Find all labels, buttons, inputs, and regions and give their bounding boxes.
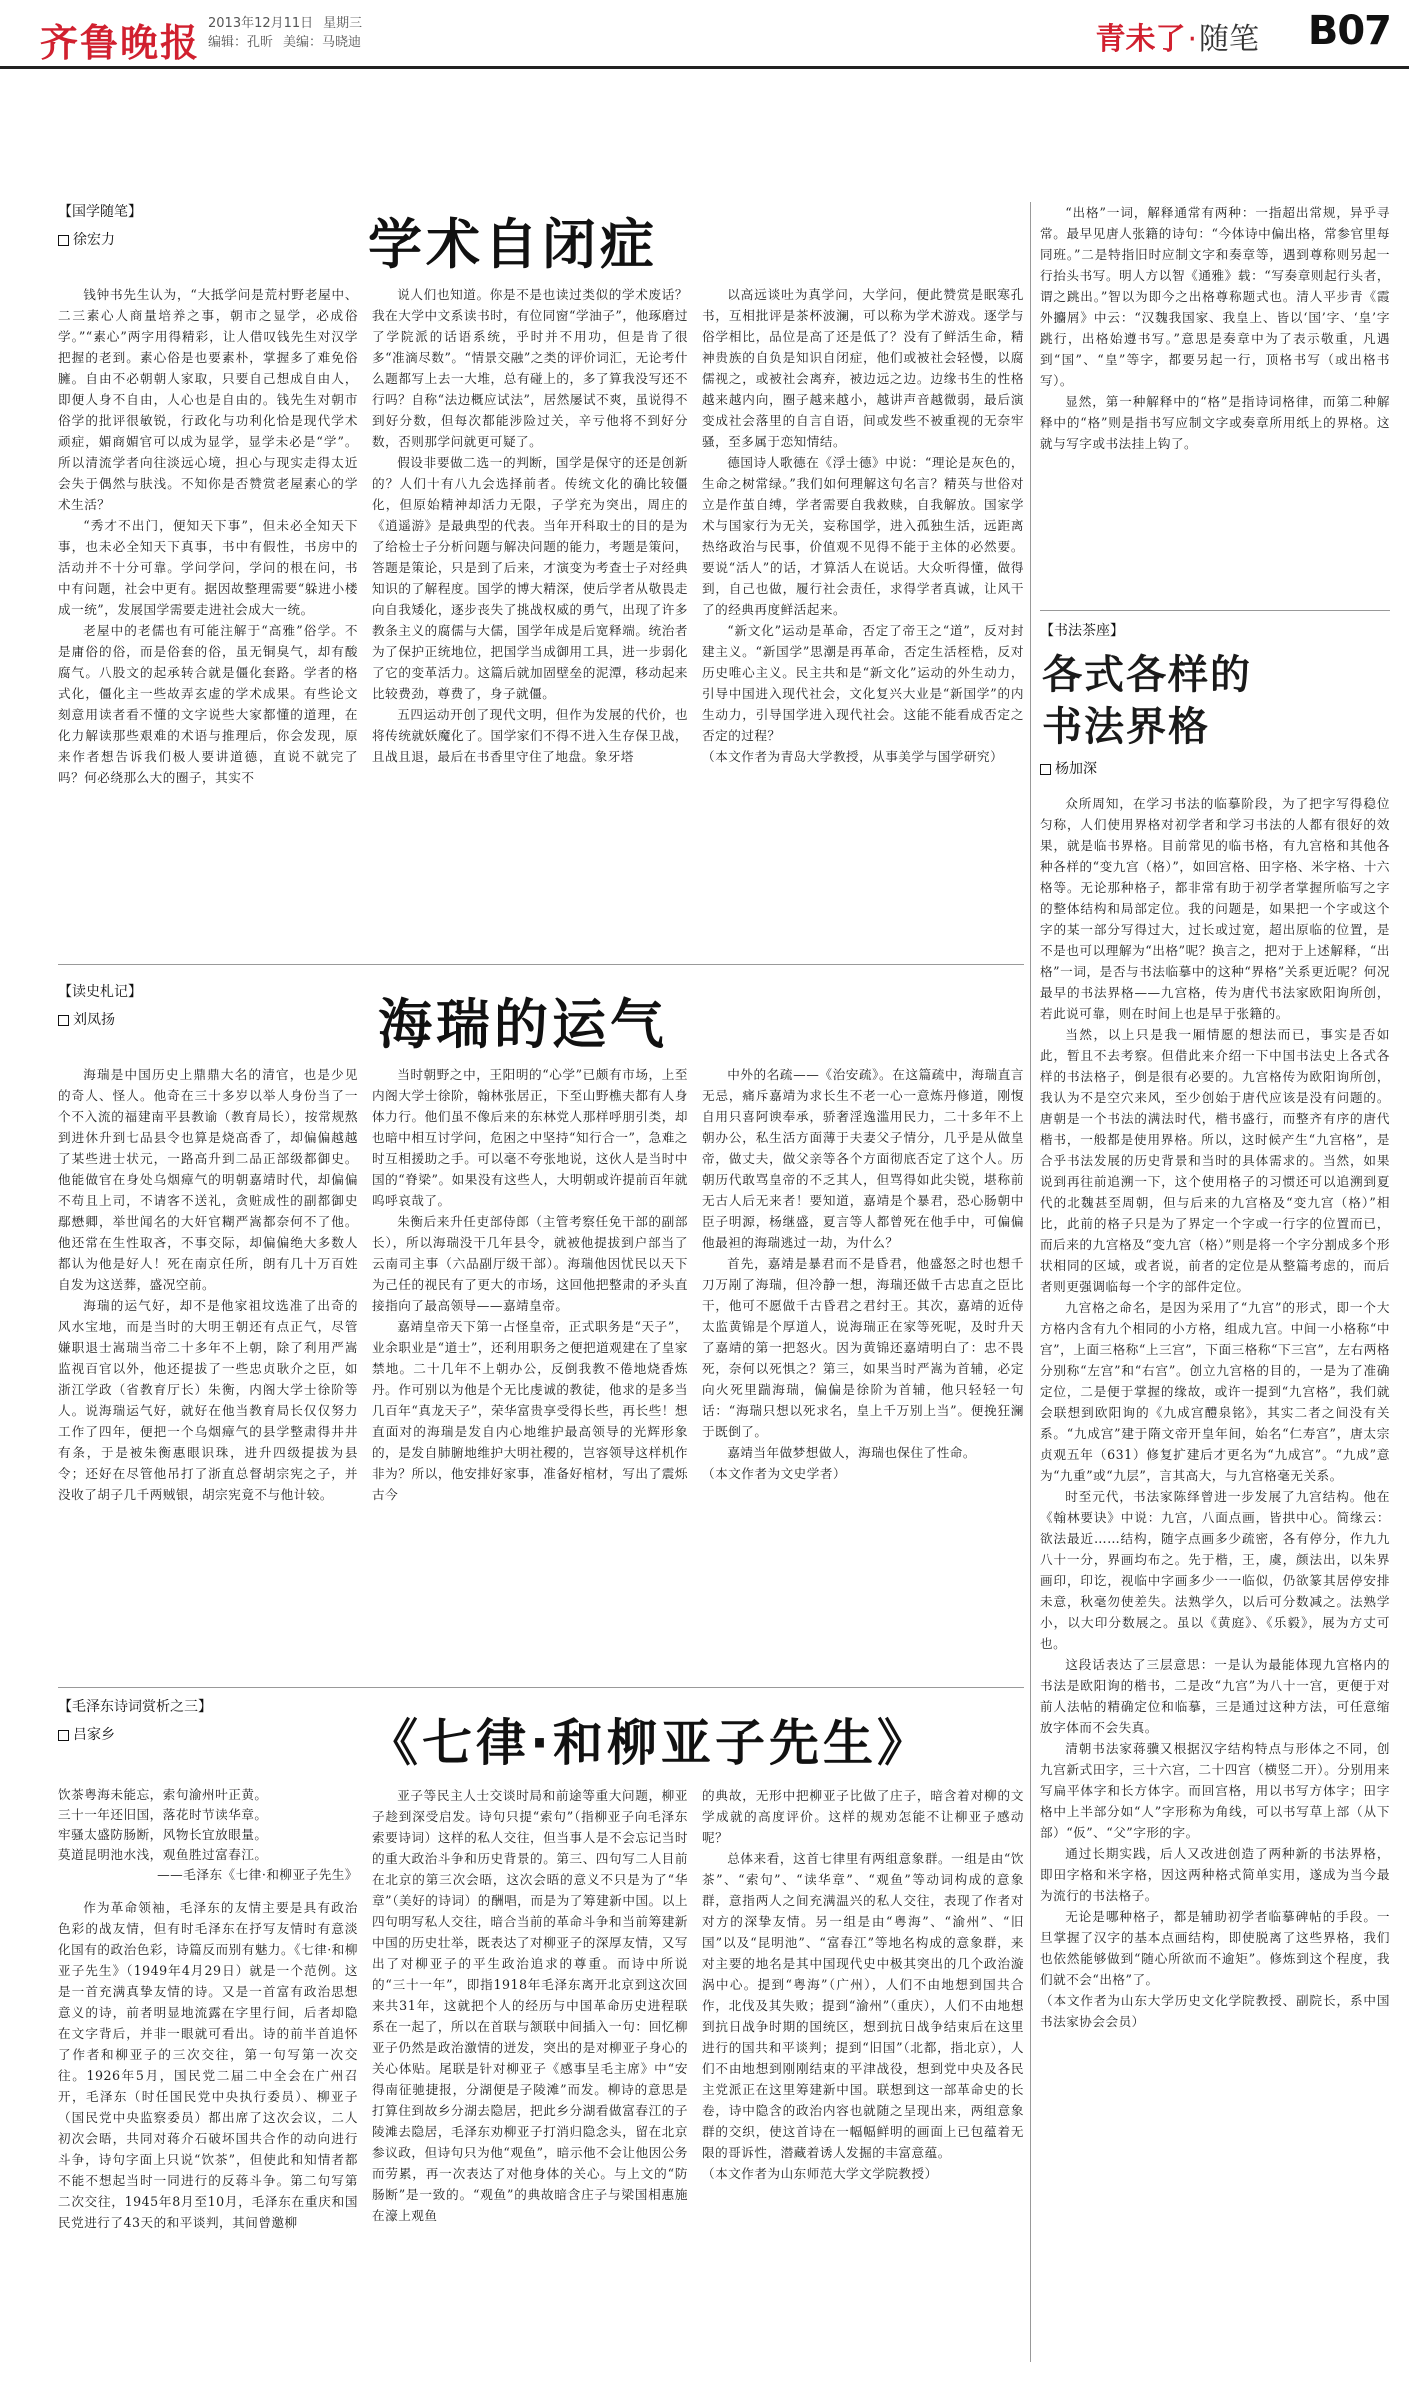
paragraph: 无论是哪种格子，都是辅助初学者临摹碑帖的手段。一旦掌握了汉字的基本点画结构，即使脱离了这些界格，我们也依然能够做到“随心所欲而不逾矩”。修炼到这个程度，我们就不会“出格”了。: [1040, 1909, 1390, 1987]
paragraph: 朱衡后来升任吏部侍郎（主管考察任免干部的副部长），所以海瑞没干几年县令，就被他提拔到户部当了云南司主事（六品副厅级干部）。海瑞他因忧民以天下为己任的视民有了更大的市场，这回他把整肃的矛头直接指向了最高领导——嘉靖皇帝。: [372, 1214, 688, 1313]
issue-date: 2013年12月11日: [208, 16, 314, 31]
paragraph: 时至元代，书法家陈绎曾进一步发展了九宫结构。他在《翰林要诀》中说：九宫，八面点画，皆拱中心。简缘云：欲法最近……结构，随字点画多少疏密，各有停分，作九九八十一分，界画均布之。先于楷，王，虞，颜法出，以朱界画印，印讫，视临中字画多少一一临似，仍欲篆其居停安排未意，秋毫勿使差失。法熟学久，以后可分数减之。法熟学小，以大印分数展之。虽以《黄庭》、《乐毅》，展为方丈可也。: [1040, 1489, 1390, 1651]
designer-credit: 美编：马晓迪: [283, 35, 362, 50]
body-column: [58, 1785, 358, 2377]
paragraph: 假设非要做二选一的判断，国学是保守的还是创新的？人们十有八九会选择前者。传统文化的确比较僵化，但原始精神却活力无限，子学充为突出，周庄的《逍遥游》是最典型的代表。当年开科取士的目的是为了给检士子分析问题与解决问题的能力，考题是策问，答题是策论，只是到了后来，才演变为考查士子对经典知识的了解程度。国学的博大精深，使后学者从敬畏走向自我矮化，逐步丧失了挑战权威的勇气，出现了许多教条主义的腐儒与大儒，国学年成是后宽释端。统治者为了保护正统地位，把国学当成御用工具，进一步弱化了它的变革活力。这篇后就加固壁垒的泥潭，移动起来比较费劲，尊费了，身子就僵。: [372, 455, 688, 701]
paragraph: 当时朝野之中，王阳明的“心学”已颇有市场，上至内阁大学士徐阶，翰林张居正，下至山野樵夫都有人身体力行。他们虽不像后来的东林党人那样呼朋引类，却也暗中相互讨学问，危困之中坚持“知行合一”，急难之时互相援助之手。可以毫不夸张地说，这伙人是当时中国的“脊梁”。如果没有这些人，大明朝或许提前百年就呜呼哀哉了。: [372, 1067, 688, 1208]
issue-weekday: 星期三: [323, 16, 363, 31]
newspaper-logo: 齐鲁晚报: [40, 20, 201, 65]
paragraph: 显然，第一种解释中的“格”是指诗词格律，而第二种解释中的“格”则是指书写应制文字或奏章所用纸上的界格。这就与写字或书法挂上钩了。: [1040, 394, 1390, 451]
section-label: [1095, 14, 1259, 58]
author-note: （本文作者为文史学者）: [702, 1466, 847, 1481]
author-box-icon: [58, 1730, 69, 1741]
article-tag: 【毛泽东诗词赏析之三】: [58, 1699, 212, 1715]
paragraph: 嘉靖当年做梦想做人，海瑞也保住了性命。: [727, 1445, 976, 1460]
paragraph: 德国诗人歌德在《浮士德》中说：“理论是灰色的，生命之树常绿。”我们如何理解这句名言？精英与世俗对立是作茧自缚，学者需要自我救赎，自我解放。国家学术与国家行为无关，妄称国学，进入孤独生活，远距离热络政治与民事，价值观不见得不能于主体的必然要。要说“活人”的话，才算活人在说话。大众听得懂，做得到，自己也做，履行社会责任，求得学者真诚，让风干了的经典再度鲜活起来。: [702, 455, 1024, 617]
article-body: [58, 284, 1024, 944]
spacer: [58, 1885, 358, 1897]
body-column: [58, 1064, 358, 1684]
paragraph: 五四运动开创了现代文明，但作为发展的代价，也将传统就妖魔化了。国学家们不得不进入生存保卫战，且战且退，最后在书香里守住了地盘。象牙塔: [372, 707, 688, 764]
author-note: （本文作者为山东大学历史文化学院教授、副院长，系中国书法家协会会员）: [1040, 1993, 1390, 2029]
article-title: 学术自闭症: [368, 213, 658, 276]
paragraph: “秀才不出门，便知天下事”，但未必全知天下事，也未必全知天下真事，书中有假性，书房中的活动并不十分可靠。学问学问，学问的根在问，书中有问题，社会中更有。据因故整理需要“躲进小楼成一统”，发展国学需要走进社会成大一统。: [58, 518, 358, 617]
masthead-rule: [0, 66, 1409, 69]
paragraph: 嘉靖皇帝天下第一占怪皇帝，正式职务是“天子”，业余职业是“道士”，还利用职务之便把道观建在了皇家禁地。二十几年不上朝办公，反倒我教不倦地烧香炼丹。作可别以为他是个无比虔诚的教徒，他求的是多当几百年“真龙天子”，荣华富贵享受得长些，再长些！想直面对的海瑞是发自内心地维护最高领导的光辉形象的，是发自肺腑地维护大明社稷的，岂容领导这样机作非为？所以，他安排好家事，准备好棺材，写出了震烁古今: [372, 1319, 688, 1502]
article-title: 《七律·和柳亚子先生》: [368, 1714, 931, 1772]
article-body: [58, 1785, 1024, 2377]
body-column: [702, 1064, 1024, 1684]
paragraph: 清朝书法家蒋骥又根据汉字结构特点与形体之不同，创九宫新式田字，三十六宫，二十四宫（横竖二开）。分别用来写扁平体字和长方体字。而回宫格，用以书写方体字；田字格中上半部分如“人”字形称为角线，可以书写草上部（从下部）“仮”、“父”字形的字。: [1040, 1741, 1390, 1840]
author-box-icon: [1040, 764, 1051, 775]
article-academic-autism: [58, 202, 1024, 942]
author-note: （本文作者为山东师范大学文学院教授）: [702, 2166, 938, 2181]
paragraph: 说人们也知道。你是不是也读过类似的学术废话？我在大学中文系读书时，有位同窗“学油子”，他琢磨过了学院派的话语系统，乎时并不用功，但是肯了很多“准滴尽数”。“情景交融”之类的评价词汇，无论考什么题都写上去一大堆，总有碰上的，多了算我没写还不行吗？自称“法边概应试法”，居然屡试不爽，虽说得不到好分数，但每次都能涉险过关，辛亏他将不到好分数，否则那学问就更可疑了。: [372, 287, 688, 449]
body-column: [58, 284, 358, 944]
sidebar-title: 各式各样的书法界格: [1042, 652, 1252, 750]
section-separator: ·: [1187, 22, 1197, 57]
article-author: 刘凤扬: [58, 1010, 1024, 1030]
paragraph: 亚子等民主人士交谈时局和前途等重大问题，柳亚子趁到深受启发。诗句只提“索句”（指柳亚子向毛泽东索要诗词）这样的私人交往，但当事人是不会忘记当时的重大政治斗争和历史背景的。第三、四句写二人目前在北京的第三次会晤，这次会晤的意义不只是为了“华章”（美好的诗词）的酬唱，而是为了筹建新中国。以上四句明写私人交往，暗合当前的革命斗争和当前筹建新中国的历史壮举，既表达了对柳亚子的深厚友情，又写出了对柳亚子的平生政治追求的尊重。而诗中所说的“三十一年”，即指1918年毛泽东离开北京到这次回来共31年，这就把个人的经历与中国革命历史进程联系在一起了，所以在首联与颔联中间插入一句：回忆柳亚子仍然是政治激情的迸发，突出的是对柳亚子身心的关心体贴。尾联是针对柳亚子《感事呈毛主席》中“安得南征驰捷报，分湖便是子陵滩”而发。柳诗的意思是打算住到故乡分湖去隐居，把此乡分湖看做富春江的子陵滩去隐居，毛泽东劝柳亚子打消归隐念头，留在北京参议政，但诗句只为他“观鱼”，暗示他不会让他因公务而劳累，再一次表达了对他身体的关心。与上文的“防肠断”是一致的。“观鱼”的典故暗含庄子与梁国相惠施在濠上观鱼: [372, 1788, 688, 2223]
paragraph: “新文化”运动是革命，否定了帝王之“道”，反对封建主义。“新国学”思潮是再革命，否定生活桎梏，反对历史唯心主义。民主共和是“新文化”运动的外生动力，引导中国进入现代社会，文化复兴大业是“新国学”的内生动力，引导国学进入现代社会。这能不能看成否定之否定的过程？: [702, 623, 1024, 743]
column-divider: [1030, 202, 1031, 2362]
sidebar-intro: [1040, 202, 1390, 602]
article-author: 徐宏力: [58, 230, 1024, 250]
sidebar-author: 杨加深: [1040, 759, 1390, 779]
poem-source: ——毛泽东《七律·和柳亚子先生》: [157, 1867, 358, 1882]
body-column: [372, 1064, 688, 1684]
poem-line: 饮茶粤海未能忘，索句渝州叶正黄。: [58, 1787, 268, 1802]
paragraph: 这段话表达了三层意思：一是认为最能体现九宫格内的书法是欧阳询的楷书，二是改“九宫”为八十一宫，更便于对前人法帖的精确定位和临摹，三是通过这种方法，可任意缩放字体而不会失真。: [1040, 1657, 1390, 1735]
paragraph: 通过长期实践，后人又改进创造了两种新的书法界格，即田字格和米字格，因这两种格式简单实用，遂成为当今最为流行的书法格子。: [1040, 1846, 1390, 1903]
article-body: [58, 1064, 1024, 1684]
paragraph: 以高远谈吐为真学问，大学问，便此赞赏是眠寒孔书，互相批评是茶杯波澜，可以称为学术游戏。逐学与俗学相比，品位是高了还是低了？没有了鲜活生命，精神贵族的自负是知识自闭症，他们或被社会轻慢，以腐儒视之，或被社会离弃，被边远之边。边缘书生的性格越来越内向，圈子越来越小，越讲声音越微弱，最后演变成社会落里的自言自语，间或发些不被重视的无奈牢骚，至多属于恋知情结。: [702, 287, 1024, 449]
page-number: B07: [1307, 8, 1391, 54]
paragraph: 总体来看，这首七律里有两组意象群。一组是由“饮茶”、“索句”、“读华章”、“观鱼”等动词构成的意象群，意指两人之间充满温兴的私人交往，表现了作者对对方的深挚友情。另一组是由“粤海”、“渝州”、“旧国”以及“昆明池”、“富春江”等地名构成的意象群，来对主要的地名是其中国现代史中极其突出的几个政治漩涡中心。提到“粤海”（广州），人们不由地想到国共合作，北伐及其失败；提到“渝州”（重庆），人们不由地想到抗日战争时期的国统区，想到抗日战争结束后在这里进行的国共和平谈判；提到“旧国”（北都，指北京），人们不由地想到刚刚结束的平津战役，想到党中央及各民主党派正在这里筹建新中国。联想到这一部革命史的长卷，诗中隐含的政治内容也就随之呈现出来，两组意象群的交织，使这首诗在一幅幅鲜明的画面上已包蕴着无限的哥诉性，潜藏着诱人发掘的丰富意蕴。: [702, 1851, 1024, 2160]
article-title: 海瑞的运气: [378, 993, 668, 1056]
paragraph: 当然，以上只是我一厢情愿的想法而已，事实是否如此，暂且不去考察。但借此来介绍一下中国书法史上各式各样的书法格子，倒是很有必要的。九宫格传为欧阳询所创，我认为不是空穴来风，至少创始于唐代应该是没有问题的。唐朝是一个书法的满法时代，楷书盛行，而整齐有序的唐代楷书，一般都是使用界格。所以，这时候产生“九宫格”，是合乎书法发展的历史背景和当时的具体需求的。当然，如果说到再往前追溯一下，这个使用格子的习惯还可以追溯到夏代的北魏甚至周朝，但与后来的九宫格及“变九宫（格）”相比，此前的格子只是为了界定一个字或一行字的位置而已，而后来的九宫格及“变九宫（格）”则是将一个字分割成多个形状相同的区域，或者说，前者的定位是从整篇考虑的，而后者则更强调临每一个字的部件定位。: [1040, 1027, 1390, 1294]
paragraph: “出格”一词，解释通常有两种：一指超出常规，异乎寻常。最早见唐人张籍的诗句：“今体诗中偏出格，常参官里每同班。”二是特指旧时应制文字和奏章等，遇到尊称则另起一行抬头书写。明人方以智《通雅》载：“写奏章则起行头者，谓之跳出。”智以为即今之出格尊称题式也。清人平步青《霞外攟屑》中云：“汉魏我国家、我皇上、皆以‘国’字、‘皇’字跳行，出格始遵书写。”意思是奏章中为了表示敬重，凡遇到“国”、“皇”等字，都要另起一行，顶格书写（或出格书写）。: [1040, 205, 1390, 388]
paragraph: 众所周知，在学习书法的临摹阶段，为了把字写得稳位匀称，人们使用界格对初学者和学习书法的人都有很好的效果，就是临书界格。目前常见的临书格，有九宫格和其他各种各样的“变九宫（格）”，如回宫格、田字格、米字格、十六格等。无论那种格子，都非常有助于初学者掌握所临写之字的整体结构和局部定位。我的问题是，如果把一个字或这个字的某一部分写得过大，过长或过宽，超出原临的位置，是不是也可以理解为“出格”呢？换言之，把对于上述解释，“出格”一词，是否与书法临摹中的这种“界格”关系更近呢？何况最早的书法界格——九宫格，传为唐代书法家欧阳询所创，若此说可靠，则在时间上也是早于张籍的。: [1040, 796, 1390, 1021]
issue-meta: [208, 14, 372, 52]
paragraph: 海瑞是中国历史上鼎鼎大名的清官，也是少见的奇人、怪人。他奇在三十多岁以举人身份当了一个不入流的福建南平县教谕（教育局长），按常规熬到进休升到七品县令也算是烧高香了，却偏偏越越了某些进士状元，一路高升到二品正部级都御史。他能做官在身处乌烟瘴气的明朝嘉靖时代，却偏偏不苟且上司，不请客不送礼，贪赃成性的副都御史鄢懋卿，举世闻名的大奸官糊严嵩都奈何不了他。他还常在生性取吝，不事交际，却偏偏绝大多数人都认为他是好人！死在南京任所，朗有几十万百姓自发为这送葬，盛况空前。: [58, 1067, 358, 1292]
paragraph: 中外的名疏——《治安疏》。在这篇疏中，海瑞直言无忌，痛斥嘉靖为求长生不老一心一意炼丹修道，刚愎自用只喜阿谀奉承，骄奢淫逸滥用民力，二十多年不上朝办公，私生活方面薄于夫妻父子情分，几乎是从做皇帝，做丈夫，做父亲等各个方面彻底否定了这个人。历朝历代敢骂皇帝的不乏其人，但骂得如此尖锐，堪称前无古人后无来者！要知道，嘉靖是个暴君，恐心肠朝中臣子明源，杨继盛，夏言等人都曾死在他手中，可偏偏他最袒的海瑞逃过一劫，为什么？: [702, 1067, 1024, 1250]
section-name: 青未了: [1095, 22, 1186, 57]
poem-line: 三十一年还旧国，落花时节读华章。: [58, 1807, 268, 1822]
sidebar-body: [1040, 793, 1390, 2353]
article-mao-poem: [58, 1697, 1024, 2377]
author-box-icon: [58, 235, 69, 246]
masthead: [0, 0, 1409, 66]
article-author: 吕家乡: [58, 1725, 1024, 1745]
article-tag: 【国学随笔】: [58, 204, 142, 220]
paragraph: 的典故，无形中把柳亚子比做了庄子，暗含着对柳的文学成就的高度评价。这样的规劝怎能不让柳亚子感动呢？: [702, 1788, 1024, 1845]
poem-quote: [58, 1785, 358, 1885]
poem-line: 牢骚太盛防肠断，风物长宜放眼量。: [58, 1827, 268, 1842]
article-separator: [58, 964, 1024, 965]
paragraph: 海瑞的运气好，却不是他家祖坟选准了出奇的风水宝地，而是当时的大明王朝还有点正气，尽管嫌职退士嵩瑞当帝二十多年不上朝，除了利用严嵩监视百官以外，他还提拔了一些忠贞耿介之臣，如浙江学政（省教育厅长）朱衡，内阁大学士徐阶等人。说海瑞运气好，就好在他当教育局长仅仅努力工作了四年，便把一个乌烟瘴气的县学整肃得井井有条，于是被朱衡惠眼识珠，进升四级提拔为县令；还好在尽管他吊打了浙直总督胡宗宪之子，并没收了胡子几千两贼银，胡宗宪竟不与他计较。: [58, 1298, 358, 1502]
paragraph: 九宫格之命名，是因为采用了“九宫”的形式，即一个大方格内含有九个相同的小方格，组成九宫。中间一小格称“中宫”，上面三格称“上三宫”，下面三格称“下三宫”，左右两格分别称“左宫”和“右宫”。创立九宫格的目的，一是为了准确定位，二是便于掌握的缘故，或许一提到“九宫格”，我们就会联想到欧阳询的《九成宫醴泉铭》，其实二者之间没有关系。“九成宫”建于隋文帝开皇年间，始名“仁寿宫”，唐太宗贞观五年（631）修复扩建后才更名为“九成宫”。“九成”意为“九重”或“九层”，言其高大，与九宫格毫无关系。: [1040, 1300, 1390, 1483]
body-column: [372, 1785, 688, 2377]
paragraph: 首先，嘉靖是暴君而不是昏君，他盛怒之时也想千刀万剐了海瑞，但冷静一想，海瑞还做千古忠直之臣比干，他可不愿做千古昏君之君纣王。其次，嘉靖的近侍太监黄锦是个厚道人，说海瑞正在家等死呢，及时升天了嘉靖的第一把怒火。因为黄锦还嘉靖明白了：忠不畏死，奈何以死惧之？第三，如果当时严嵩为首辅，必定向火死里踹海瑞，偏偏是徐阶为首辅，他只轻轻一句话：“海瑞只想以死求名，皇上千万别上当”。便挽狂澜于既倒了。: [702, 1256, 1024, 1439]
paragraph: 作为革命领袖，毛泽东的友情主要是具有政治色彩的战友情，但有时毛泽东在抒写友情时有意淡化国有的政治色彩，诗篇反而别有魅力。《七律·和柳亚子先生》（1949年4月29日）就是一个范例。这是一首充满真挚友情的诗。又是一首富有政治思想意义的诗，前者明显地流露在字里行间，后者却隐在文字背后，并非一眼就可看出。诗的前半首追怀了作者和柳亚子的三次交往，第一句写第一次交往。1926年5月，国民党二届二中全会在广州召开，毛泽东（时任国民党中央执行委员）、柳亚子（国民党中央监察委员）都出席了这次会议，二人初次会晤，共同对蒋介石破坏国共合作的动向进行斗争，诗句字面上只说“饮茶”，但使此和知情者都不能不想起当时一同进行的反蒋斗争。第二句写第二次交往，1945年8月至10月，毛泽东在重庆和国民党进行了43天的和平谈判，其间曾邀柳: [58, 1900, 358, 2230]
author-box-icon: [58, 1015, 69, 1026]
sidebar-article: [1040, 202, 1390, 2353]
poem-line: 莫道昆明池水浅，观鱼胜过富春江。: [58, 1847, 268, 1862]
sidebar-tag: 【书法茶座】: [1040, 623, 1124, 639]
paragraph: 老屋中的老儒也有可能注解于“高雅”俗学。不是庸俗的俗，而是俗套的俗，虽无铜臭气，却有酸腐气。八股文的起承转合就是僵化套路。学者的格式化，僵化主一些故弄玄虚的学术成果。有些论文刻意用读者看不懂的文字说些大家都懂的道理，在化力解读那些艰难的术语与推理后，你会发现，原来作者想告诉我们极人要讲道德，直说不就完了吗？何必绕那么大的圈子，其实不: [58, 623, 358, 785]
editor-credit: 编辑：孔昕: [208, 35, 274, 50]
article-hai-rui: [58, 982, 1024, 1682]
body-column: [702, 284, 1024, 944]
author-note: （本文作者为青岛大学教授，从事美学与国学研究）: [702, 749, 1004, 764]
subsection-name: 随笔: [1199, 22, 1259, 57]
body-column: [702, 1785, 1024, 2377]
sidebar-separator: [1040, 610, 1390, 611]
paragraph: 钱钟书先生认为，“大抵学问是荒村野老屋中、二三素心人商量培养之事，朝市之显学，必成俗学。”“素心”两字用得精彩，让人借叹钱先生对汉学把握的老到。素心俗是也要素朴，掌握多了难免俗臃。自由不必朝朝人家取，只要自己想成自由人，即便人身不自由，人心也是自由的。钱先生对朝市俗学的批评很敏锐，行政化与功利化恰是现代学术顽症，媚商媚官可以成为显学，显学未必是“学”。所以清流学者向往淡远心境，担心与现实走得太近会失于偶然与肤浅。不知你是否赞赏老屋素心的学术生活？: [58, 287, 358, 512]
article-separator: [58, 1687, 1024, 1688]
article-tag: 【读史札记】: [58, 984, 142, 1000]
body-column: [372, 284, 688, 944]
